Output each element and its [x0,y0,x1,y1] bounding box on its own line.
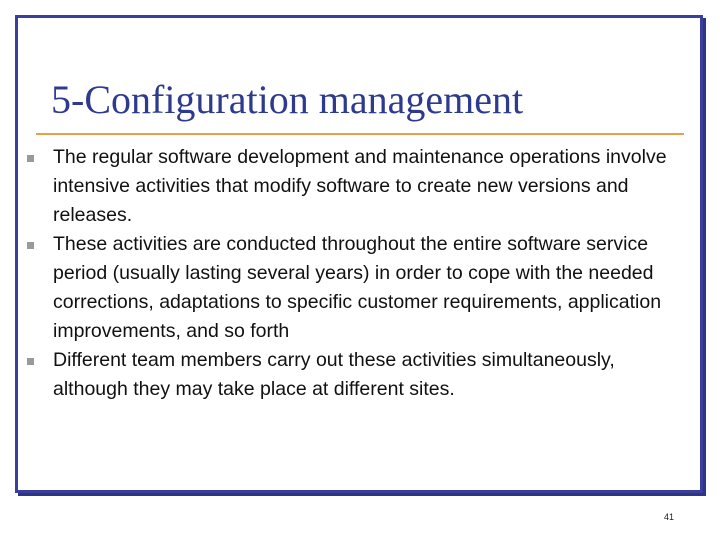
bullet-text: Different team members carry out these activities simultaneously, although they may take place at different sites. [53,349,615,400]
bullet-text: The regular software development and maintenance operations involve intensive activities that modify software to create new versions and releases. [53,146,667,226]
bullet-text: These activities are conducted throughout the entire software service period (usually lasting several years) in order to cope with the needed corrections, adaptations to specific customer requirements, application improvements, and so forth [53,233,662,342]
square-bullet-icon [27,155,34,162]
bullet-item [22,346,690,404]
square-bullet-icon [27,358,34,365]
bullet-list [22,143,690,404]
bullet-item [22,230,690,346]
bullet-item [22,143,690,230]
square-bullet-icon [27,242,34,249]
page-number: 41 [664,512,675,522]
slide-title: 5-Configuration management [51,77,524,122]
title-divider [36,133,684,135]
